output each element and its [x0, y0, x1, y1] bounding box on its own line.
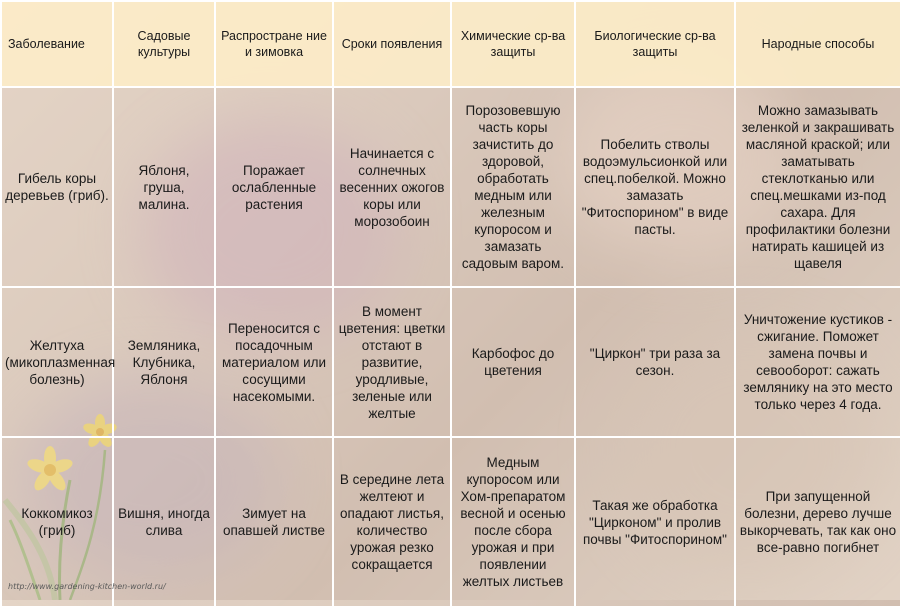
cell-disease: Желтуха (микоплазменная болезнь) [1, 287, 113, 437]
cell-biological: Побелить стволы водоэмульсионкой или спец.побелкой. Можно замазать "Фитоспорином" в виде пасты. [575, 87, 735, 287]
cell-spread: Зимует на опавшей листве [215, 437, 333, 607]
cell-crops: Вишня, иногда слива [113, 437, 215, 607]
cell-biological: "Циркон" три раза за сезон. [575, 287, 735, 437]
cell-spread: Поражает ослабленные растения [215, 87, 333, 287]
cell-disease: Коккомикоз (гриб) [1, 437, 113, 607]
watermark-url: http://www.gardening-kitchen-world.ru/ [8, 582, 166, 591]
cell-folk: При запущенной болезни, дерево лучше выкорчевать, так как оно все-равно погибнет [735, 437, 900, 607]
cell-timing: В середине лета желтеют и опадают листья, количество урожая резко сокращается [333, 437, 451, 607]
cell-folk: Можно замазывать зеленкой и закрашивать масляной краской; или заматывать стеклотканью или спец.мешками из-под сахара. Для профилактики болезни натирать кашицей из щавеля [735, 87, 900, 287]
header-timing: Сроки появления [333, 1, 451, 87]
cell-chemical: Карбофос до цветения [451, 287, 575, 437]
table-row [1, 287, 900, 437]
header-spread: Распростране ние и зимовка [215, 1, 333, 87]
cell-folk: Уничтожение кустиков - сжигание. Поможет замена почвы и севооборот: сажать землянику на это место только через 4 года. [735, 287, 900, 437]
header-crops: Садовые культуры [113, 1, 215, 87]
cell-disease: Гибель коры деревьев (гриб). [1, 87, 113, 287]
cell-biological: Такая же обработка "Цирконом" и пролив почвы "Фитоспорином" [575, 437, 735, 607]
cell-spread: Переносится с посадочным материалом или сосущими насекомыми. [215, 287, 333, 437]
cell-timing: В момент цветения: цветки отстают в развитие, уродливые, зеленые или желтые [333, 287, 451, 437]
header-folk: Народные способы [735, 1, 900, 87]
cell-timing: Начинается с солнечных весенних ожогов коры или морозобоин [333, 87, 451, 287]
cell-chemical: Порозовевшую часть коры зачистить до здоровой, обработать медным или железным купоросом и замазать садовым варом. [451, 87, 575, 287]
cell-crops: Яблоня, груша, малина. [113, 87, 215, 287]
cell-chemical: Медным купоросом или Хом-препаратом весной и осенью после сбора урожая и при появлении желтых листьев [451, 437, 575, 607]
table-row [1, 87, 900, 287]
header-biological: Биологические ср-ва защиты [575, 1, 735, 87]
header-disease: Заболевание [1, 1, 113, 87]
header-chemical: Химические ср-ва защиты [451, 1, 575, 87]
cell-crops: Земляника, Клубника, Яблоня [113, 287, 215, 437]
table-header-row [1, 1, 900, 87]
